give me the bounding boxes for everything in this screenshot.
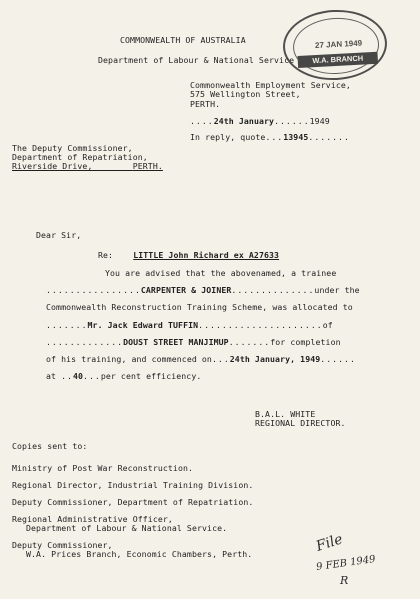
commenced-value: 24th January, 1949 [229, 354, 321, 364]
copies-heading: Copies sent to: [12, 441, 88, 451]
trade-value: CARPENTER & JOINER [140, 285, 232, 295]
body-line1: You are advised that the abovenamed, a trainee [105, 268, 337, 278]
employer-value: Mr. Jack Edward TUFFIN [87, 320, 199, 330]
signature-title: REGIONAL DIRECTOR. [255, 418, 346, 428]
body-line3: Commonwealth Reconstruction Training Scheme, was allocated to [46, 302, 353, 312]
addressee-line1: The Deputy Commissioner, [12, 143, 133, 153]
stamp-band: W.A. BRANCH [298, 52, 379, 68]
subject-name: LITTLE John Richard ex A27633 [133, 250, 280, 260]
addressee-line3: Riverside Drive, PERTH. [12, 161, 163, 171]
commonwealth-heading: COMMONWEALTH OF AUSTRALIA [120, 35, 246, 45]
subject-re: Re: [98, 250, 114, 260]
salutation: Dear Sir, [36, 230, 82, 240]
signature-name: B.A.L. WHITE [255, 409, 316, 419]
department-heading: Department of Labour & National Service [98, 55, 295, 65]
copy-item: Department of Labour & National Service. [26, 523, 228, 533]
body-line6: of his training, and commenced on...24th January, 1949...... [46, 354, 356, 364]
reference-number: 13945 [283, 132, 309, 142]
body-line5: .............DOUST STREET MANJIMUP.......for completion [46, 337, 341, 347]
copy-item: Deputy Commissioner, [12, 540, 113, 550]
addressee-line2: Department of Repatriation, [12, 152, 148, 162]
copy-item: Ministry of Post War Reconstruction. [12, 463, 194, 473]
service-address: 575 Wellington Street, [190, 89, 301, 99]
handwritten-initial: R [340, 574, 349, 587]
stamp-date: 27 JAN 1949 [314, 38, 363, 51]
body-line7: at ..40...per cent efficiency. [46, 371, 202, 381]
service-name: Commonwealth Employment Service, [190, 80, 351, 90]
percent-value: 40 [72, 371, 84, 381]
handwritten-date: 9 FEB 1949 [315, 553, 377, 574]
copy-item: W.A. Prices Branch, Economic Chambers, Perth. [26, 549, 253, 559]
copy-item: Deputy Commissioner, Department of Repatriation. [12, 497, 254, 507]
handwritten-file: File [314, 531, 345, 555]
date-value: 24th January [213, 116, 275, 126]
copy-item: Regional Director, Industrial Training Division. [12, 480, 254, 490]
date-line: ....24th January......1949 [190, 116, 330, 126]
service-city: PERTH. [190, 99, 221, 109]
body-line2: ................CARPENTER & JOINER..............under the [46, 285, 360, 295]
location-value: DOUST STREET MANJIMUP [123, 337, 229, 347]
reference-line: In reply, quote...13945....... [190, 132, 350, 142]
copy-item: Regional Administrative Officer, [12, 514, 173, 524]
reference-label: In reply, quote [190, 132, 266, 142]
date-year: 1949 [309, 116, 330, 126]
body-line4: .......Mr. Jack Edward TUFFIN.....................of [46, 320, 333, 330]
subject-line [98, 250, 279, 260]
received-stamp [281, 7, 389, 82]
